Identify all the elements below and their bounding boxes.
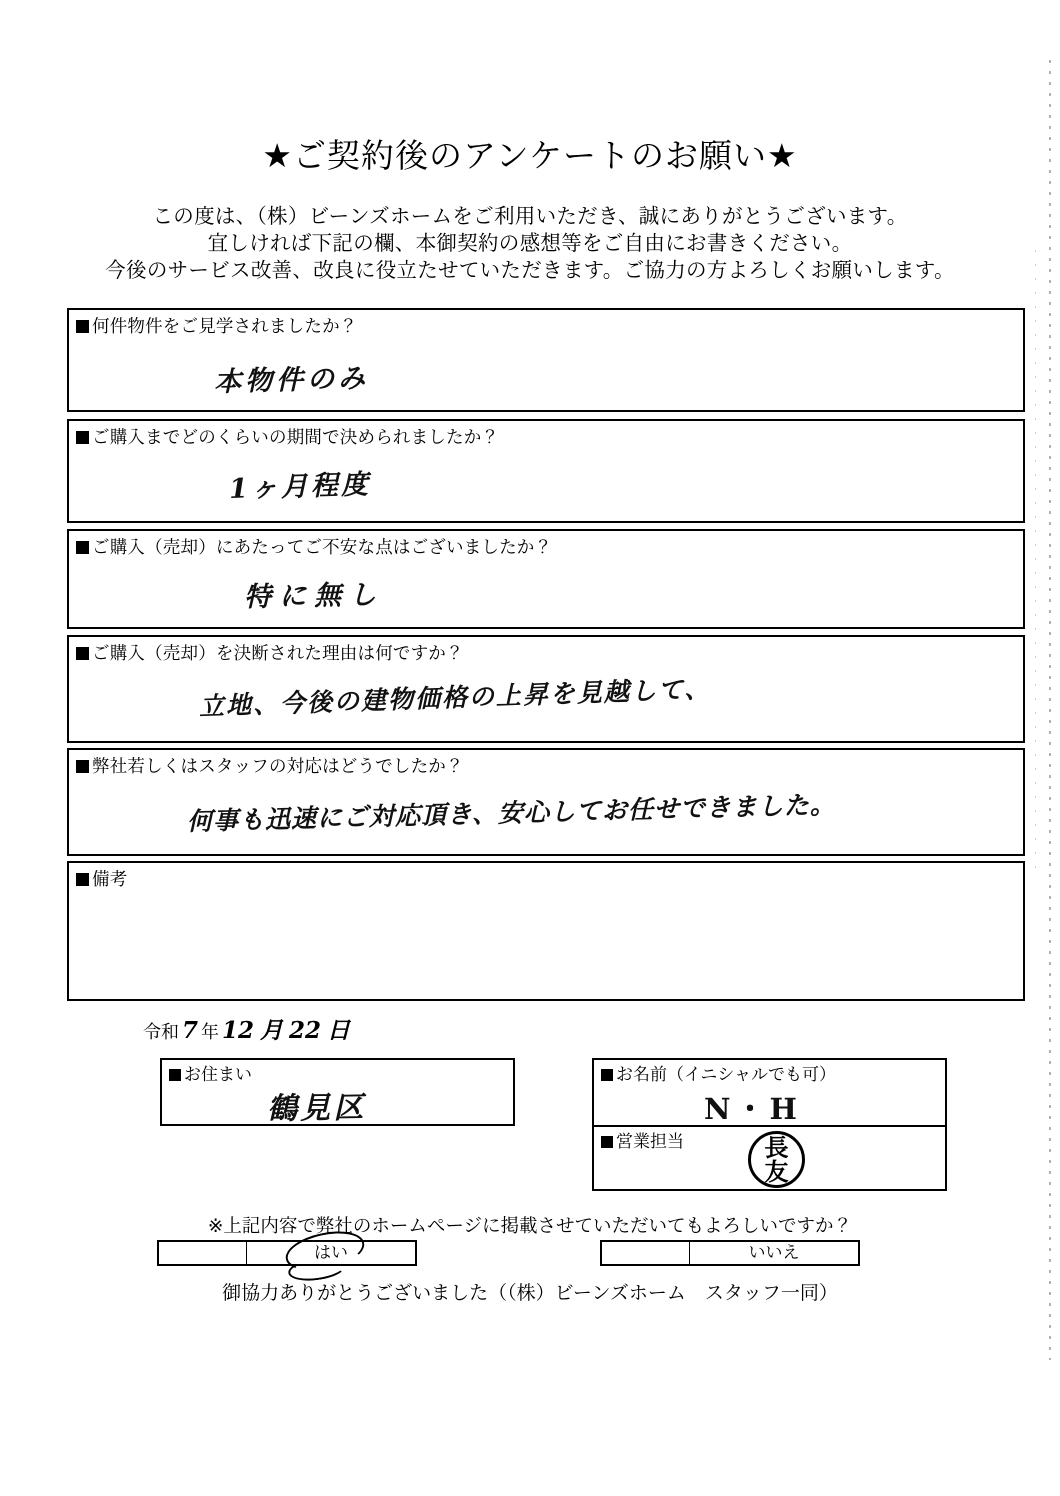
intro-line-1: この度は、（株）ビーンズホームをご利用いただき、誠にありがとうございます。 (152, 204, 908, 228)
handwritten-answer-5: 何事も迅速にご対応頂き、安心してお任せできました。 (186, 790, 837, 836)
consent-no-row (600, 1240, 860, 1266)
question-block-4[interactable] (67, 635, 1025, 743)
question-text-4: ご購入（売却）を決断された理由は何ですか？ (92, 644, 464, 664)
bullet-square-icon (169, 1069, 181, 1081)
bullet-square-icon (76, 760, 89, 773)
handwritten-answer-3: 特に無し (243, 579, 385, 613)
bullet-square-icon (76, 541, 89, 554)
scan-artifact-right-2 (1035, 250, 1036, 870)
customer-name-value: N・H (704, 1092, 802, 1126)
bullet-square-icon (76, 431, 89, 444)
bullet-square-icon (601, 1136, 613, 1148)
question-block-1[interactable] (67, 308, 1025, 412)
staff-label-text: 営業担当 (616, 1132, 684, 1152)
remarks-label (76, 869, 127, 891)
address-value: 鶴見区 (266, 1090, 367, 1127)
consent-yes-label[interactable]: はい (246, 1240, 417, 1266)
intro-paragraph (0, 203, 1060, 284)
stamp-char-top: 長 (764, 1132, 789, 1162)
bullet-square-icon (76, 320, 89, 333)
handwritten-answer-1: 本物件のみ (213, 362, 370, 398)
question-block-2[interactable] (67, 419, 1025, 523)
question-text-5: 弊社若しくはスタッフの対応はどうでしたか？ (92, 757, 464, 777)
stamp-char-bottom: 友 (764, 1156, 789, 1186)
date-day-unit: 日 (327, 1017, 351, 1044)
handwritten-answer-2: 1ヶ月程度 (228, 469, 372, 505)
date-year-value[interactable]: 7 (182, 1017, 199, 1044)
question-text-3: ご購入（売却）にあたってご不安な点はございましたか？ (92, 538, 553, 558)
handwritten-answer-4: 立地、今後の建物価格の上昇を見越して、 (198, 674, 712, 721)
date-line (143, 1018, 353, 1046)
customer-name-field[interactable] (592, 1058, 947, 1126)
address-field[interactable] (160, 1058, 515, 1126)
question-label-1 (76, 316, 358, 338)
question-block-5[interactable] (67, 748, 1025, 856)
footer-thanks: 御協力ありがとうございました（（株）ビーンズホーム スタッフ一同） (222, 1282, 838, 1304)
question-label-3 (76, 537, 552, 559)
date-era: 令和 (143, 1022, 179, 1043)
consent-no-label[interactable]: いいえ (689, 1240, 860, 1266)
customer-name-label (601, 1065, 836, 1086)
consent-question: ※上記内容で弊社のホームページに掲載させていただいてもよろしいですか？ (207, 1216, 853, 1237)
question-text-1: 何件物件をご見学されましたか？ (92, 317, 358, 337)
date-day-value[interactable]: 22 (289, 1017, 322, 1044)
customer-name-label-text: お名前（イニシャルでも可） (616, 1065, 836, 1085)
bullet-square-icon (601, 1069, 613, 1081)
date-month-value[interactable]: 12 (222, 1017, 255, 1044)
bullet-square-icon (76, 873, 89, 886)
address-label-text: お住まい (184, 1065, 252, 1085)
consent-no-checkbox[interactable] (600, 1240, 690, 1266)
staff-hanko-stamp-icon (748, 1131, 805, 1188)
remarks-text: 備考 (92, 870, 128, 890)
bullet-square-icon (76, 647, 89, 660)
address-label (169, 1065, 252, 1086)
consent-yes-checkbox[interactable] (157, 1240, 247, 1266)
intro-line-3: 今後のサービス改善、改良に役立たせていただきます。ご協力の方よろしくお願いします。 (105, 258, 955, 282)
date-year-unit: 年 (201, 1022, 220, 1043)
staff-label (601, 1132, 684, 1153)
intro-line-2: 宜しければ下記の欄、本御契約の感想等をご自由にお書きください。 (207, 231, 853, 255)
question-block-3[interactable] (67, 529, 1025, 629)
question-label-4 (76, 643, 464, 665)
question-label-2 (76, 427, 499, 449)
date-month-unit: 月 (260, 1017, 284, 1044)
page-title: ★ご契約後のアンケートのお願い★ (262, 136, 798, 175)
question-label-5 (76, 756, 464, 778)
remarks-block[interactable] (67, 861, 1025, 1001)
question-text-2: ご購入までどのくらいの期間で決められましたか？ (92, 428, 500, 448)
